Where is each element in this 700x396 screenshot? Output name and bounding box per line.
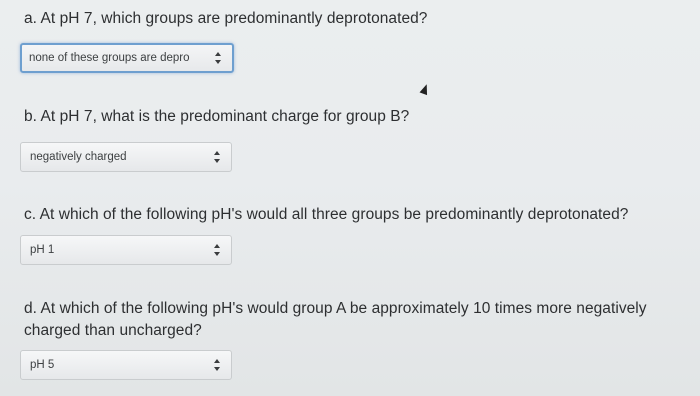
question-a-text: a. At pH 7, which groups are predominantly deprotonated? bbox=[24, 10, 428, 27]
question-d-text: d. At which of the following pH's would group A be approximately 10 times more negatively charged than uncharged? bbox=[24, 300, 647, 339]
mouse-pointer-icon bbox=[420, 83, 431, 95]
answer-select-c[interactable] bbox=[20, 235, 232, 265]
answer-select-d-value: pH 5 bbox=[30, 359, 55, 371]
question-c-text: c. At which of the following pH's would all three groups be predominantly deprotonated? bbox=[24, 206, 629, 223]
up-down-chevron-icon bbox=[214, 359, 222, 371]
up-down-chevron-icon bbox=[215, 52, 223, 64]
question-b-text: b. At pH 7, what is the predominant charge for group B? bbox=[24, 108, 410, 125]
answer-select-b-value: negatively charged bbox=[30, 151, 127, 163]
answer-select-a[interactable] bbox=[20, 43, 234, 73]
up-down-chevron-icon bbox=[214, 151, 222, 163]
answer-select-d[interactable] bbox=[20, 350, 232, 380]
answer-select-b[interactable] bbox=[20, 142, 232, 172]
up-down-chevron-icon bbox=[214, 244, 222, 256]
answer-select-c-value: pH 1 bbox=[30, 244, 55, 256]
answer-select-a-value: none of these groups are depro bbox=[29, 52, 190, 64]
